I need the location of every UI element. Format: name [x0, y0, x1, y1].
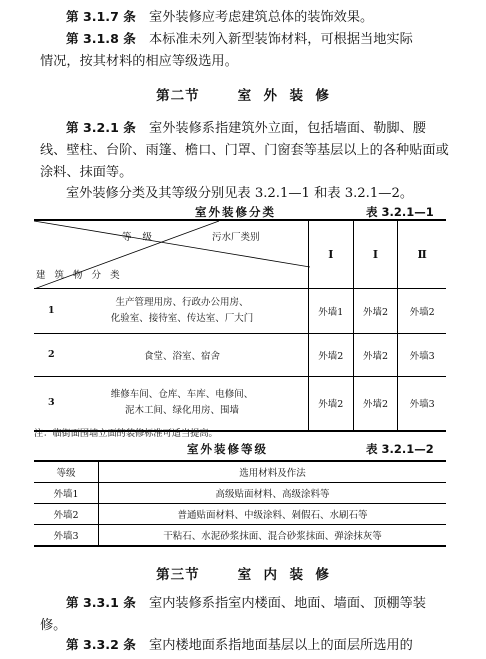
clause-number: 第 3.1.7 条: [66, 9, 136, 24]
section-title-char: 外: [263, 88, 279, 104]
building-line: 食堂、浴室、宿舍: [143, 350, 220, 362]
grade-cell: 外墙2: [398, 288, 446, 333]
row-number: 2: [48, 348, 55, 360]
grade-cell: 外墙2: [353, 376, 398, 431]
clause-text: 室内装修系指室内楼面、地面、墙面、顶棚等装: [149, 596, 426, 611]
clause-text-cont: 线、壁柱、台阶、雨篷、檐口、门罩、门窗套等基层以上的各种贴面或: [40, 143, 449, 158]
header-building-label: 建 筑 物 分 类: [36, 270, 123, 281]
grade-cell: 外墙2: [353, 288, 398, 333]
building-line: 维修车间、仓库、车库、电修间、: [110, 389, 254, 400]
clause-text-cont: 修。: [40, 618, 67, 633]
diagonal-header-cell: [34, 220, 308, 288]
building-cell: [34, 333, 308, 376]
grade-cell: 外墙2: [308, 333, 353, 376]
row-number: 3: [48, 396, 55, 408]
section-title-char: 内: [263, 567, 279, 583]
col-header-class-1: Ⅰ: [308, 220, 353, 288]
col-header-class-3: Ⅱ: [398, 220, 446, 288]
section-heading-2: [0, 84, 486, 104]
clause-3-1-7: [40, 6, 466, 29]
building-line: 化验室、接待室、传达室、厂大门: [110, 312, 254, 324]
clause-3-3-1: [40, 592, 466, 637]
header-grade-label: 等 级: [122, 232, 157, 243]
grade-cell: 外墙2: [34, 504, 99, 525]
building-cell: [34, 376, 308, 431]
section-heading-3: [0, 563, 486, 583]
materials-cell: 干粘石、水泥砂浆抹面、混合砂浆抹面、弹涂抹灰等: [99, 525, 447, 547]
col-header-class-2: Ⅰ: [353, 220, 398, 288]
clause-number: 第 3.3.1 条: [66, 595, 136, 610]
grade-cell: 外墙2: [308, 376, 353, 431]
table-row: [34, 483, 446, 504]
clause-text-cont: 涂料、抹面等。: [40, 165, 133, 180]
section-title-char: 装: [289, 88, 304, 104]
table-header-row: [34, 461, 446, 483]
clause-text: 室内楼地面系指地面基层以上的面层所选用的: [149, 638, 413, 653]
building-line: 生产管理用房、行政办公用房、: [115, 296, 249, 308]
grade-cell: 外墙2: [353, 333, 398, 376]
col-header-grade: 等级: [34, 461, 99, 483]
building-cell: [34, 288, 308, 333]
clause-3-1-8: [40, 28, 466, 73]
table-row: [34, 333, 446, 376]
exterior-grade-table: [34, 460, 446, 547]
section-number: 第三节: [156, 567, 200, 583]
section-title-char: 修: [315, 88, 330, 104]
grade-cell: 外墙3: [398, 333, 446, 376]
paragraph-text: 室外装修分类及其等级分别见表 3.2.1—1 和表 3.2.1—2。: [66, 186, 414, 201]
building-line: 泥木工间、绿化用房、围墙: [124, 405, 239, 416]
table-row: [34, 504, 446, 525]
clause-3-3-2: [40, 634, 466, 657]
table1-note: 注：临街面围墙立面的装修标准可适当提高。: [34, 428, 218, 439]
materials-cell: 普通贴面材料、中级涂料、剁假石、水刷石等: [99, 504, 447, 525]
clause-text: 室外装修应考虑建筑总体的装饰效果。: [149, 10, 374, 25]
header-pollution-label: 污水厂类别: [212, 232, 260, 243]
table-row: [34, 376, 446, 431]
grade-cell: 外墙1: [34, 483, 99, 504]
section-title-char: 修: [315, 567, 330, 583]
clause-3-2-1: [40, 117, 466, 184]
clause-text: 本标准未列入新型装饰材料，可根据当地实际: [149, 32, 413, 47]
grade-cell: 外墙3: [34, 525, 99, 547]
row-number: 1: [48, 304, 55, 316]
table1-caption: 室外装修分类: [195, 205, 276, 219]
table2-caption: 室外装修等级: [187, 442, 268, 456]
table-row: [34, 525, 446, 547]
exterior-classification-table: [34, 219, 446, 432]
clause-number: 第 3.2.1 条: [66, 120, 136, 135]
section-number: 第二节: [156, 88, 200, 104]
grade-cell: 外墙1: [308, 288, 353, 333]
section-title-char: 装: [289, 567, 304, 583]
clause-text-cont: 情况，按其材料的相应等级选用。: [40, 54, 238, 69]
section-title-char: 室: [237, 88, 253, 104]
table1-number: 表 3.2.1—1: [366, 205, 434, 219]
grade-cell: 外墙3: [398, 376, 446, 431]
table-row: [34, 288, 446, 333]
materials-cell: 高级贴面材料、高级涂料等: [99, 483, 447, 504]
clause-number: 第 3.1.8 条: [66, 31, 136, 46]
diagonal-line-1: [34, 221, 310, 267]
clause-text: 室外装修系指建筑外立面，包括墙面、勒脚、腰: [149, 121, 426, 136]
section-title-char: 室: [237, 567, 253, 583]
table2-number: 表 3.2.1—2: [366, 442, 434, 456]
col-header-materials: 选用材料及作法: [99, 461, 447, 483]
clause-number: 第 3.3.2 条: [66, 637, 136, 652]
table-reference-paragraph: [40, 183, 466, 205]
